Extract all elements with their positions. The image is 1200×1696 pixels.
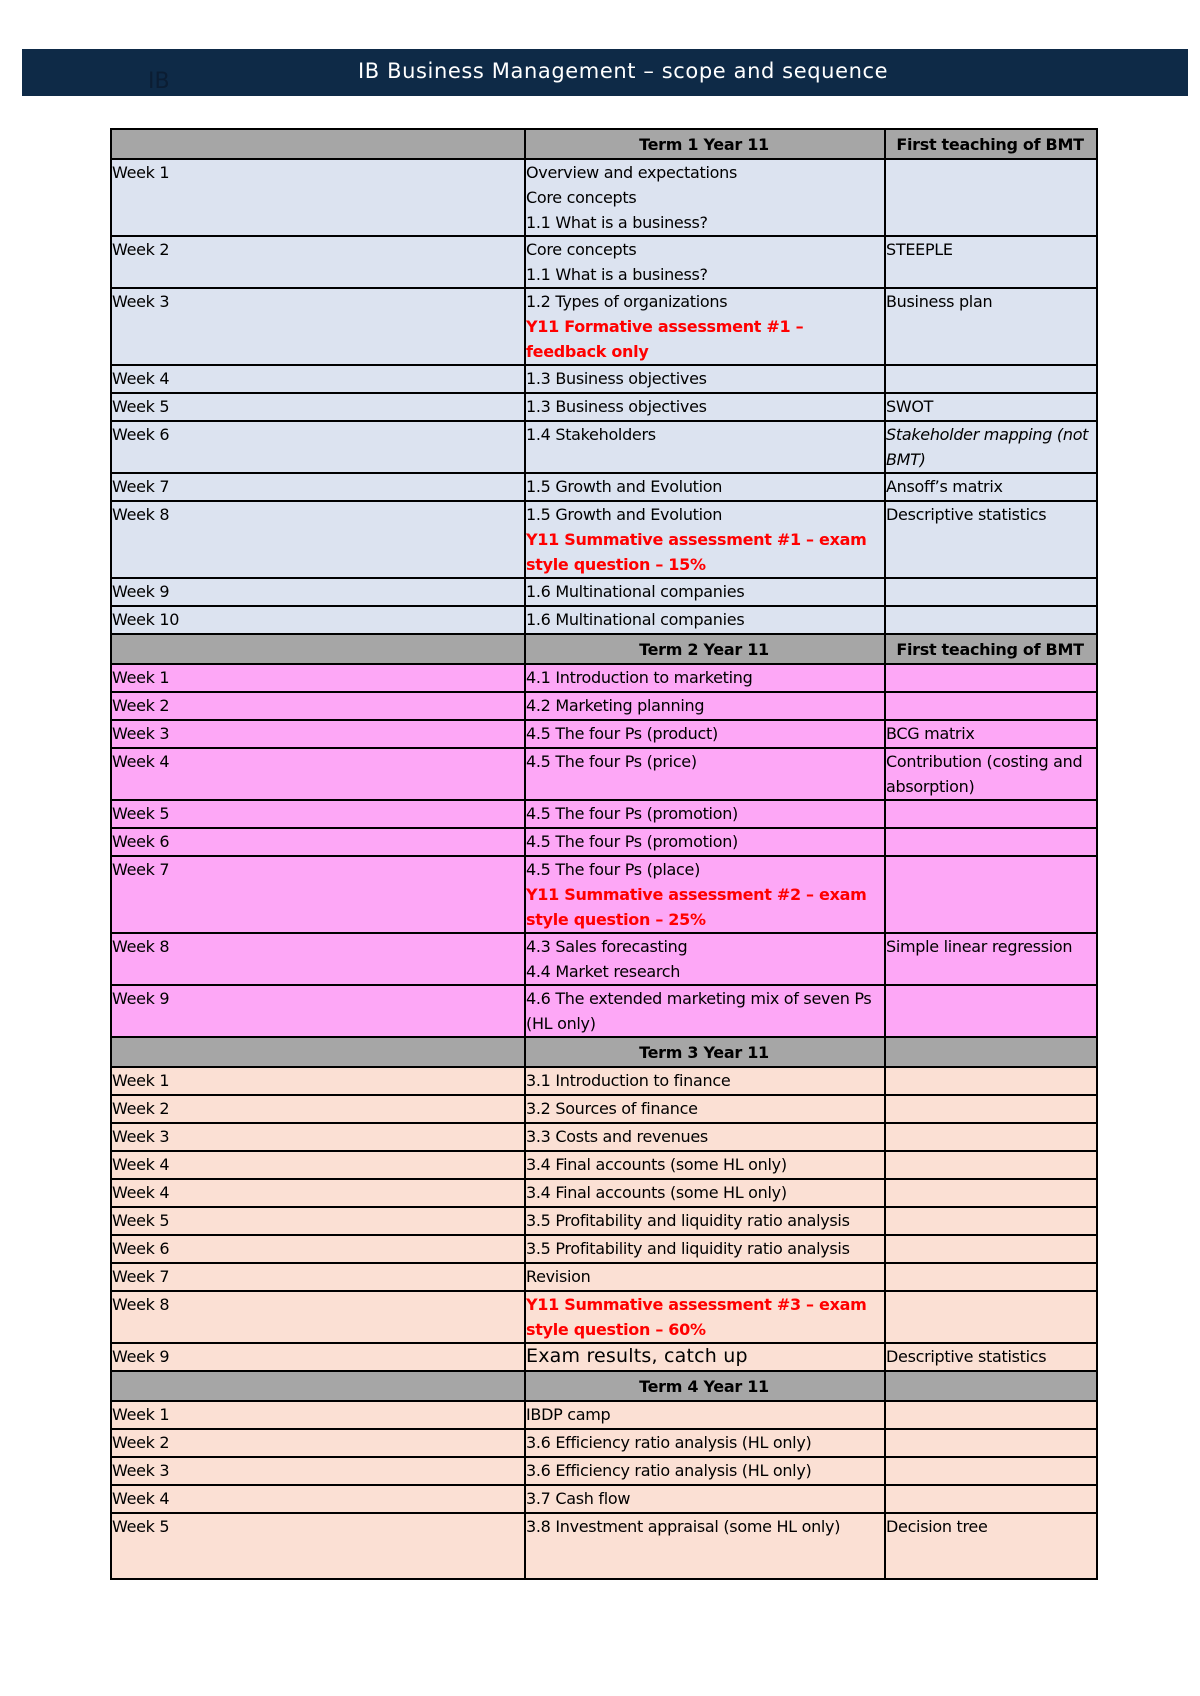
week-cell: Week 8 xyxy=(111,933,525,985)
bmt-cell xyxy=(885,236,1097,288)
assessment-note: Y11 Summative assessment #2 – exam style question – 25% xyxy=(526,885,867,929)
week-cell: Week 7 xyxy=(111,1263,525,1291)
bmt-tool: Descriptive statistics xyxy=(886,505,1047,524)
week-row xyxy=(111,578,1097,606)
week-cell: Week 8 xyxy=(111,501,525,578)
week-row xyxy=(111,1513,1097,1579)
week-row xyxy=(111,720,1097,748)
topic-line: 1.5 Growth and Evolution xyxy=(526,477,723,496)
bmt-cell xyxy=(885,933,1097,985)
topic-line: 3.6 Efficiency ratio analysis (HL only) xyxy=(526,1461,812,1480)
bmt-column-header: First teaching of BMT xyxy=(885,129,1097,159)
topic-cell xyxy=(525,1123,885,1151)
week-row xyxy=(111,1235,1097,1263)
topic-line: 4.1 Introduction to marketing xyxy=(526,668,753,687)
week-cell: Week 10 xyxy=(111,606,525,634)
topic-cell xyxy=(525,933,885,985)
term-title: Term 4 Year 11 xyxy=(525,1371,885,1401)
week-row xyxy=(111,664,1097,692)
topic-line: 4.5 The four Ps (promotion) xyxy=(526,804,738,823)
bmt-cell xyxy=(885,578,1097,606)
bmt-tool: BCG matrix xyxy=(886,724,975,743)
term-title: Term 2 Year 11 xyxy=(525,634,885,664)
topic-line: 4.5 The four Ps (price) xyxy=(526,752,697,771)
scope-sequence-table xyxy=(110,128,1098,1580)
topic-cell xyxy=(525,473,885,501)
week-cell: Week 9 xyxy=(111,1343,525,1371)
topic-line: 1.5 Growth and Evolution xyxy=(526,505,723,524)
bmt-tool: Decision tree xyxy=(886,1517,988,1536)
bmt-tool: Descriptive statistics xyxy=(886,1347,1047,1366)
topic-cell xyxy=(525,1513,885,1579)
assessment-note: Y11 Summative assessment #3 – exam style question – 60% xyxy=(526,1295,867,1339)
week-cell: Week 8 xyxy=(111,1291,525,1343)
topic-cell xyxy=(525,1263,885,1291)
bmt-tool: Business plan xyxy=(886,292,993,311)
topic-line: IBDP camp xyxy=(526,1405,611,1424)
topic-line: Core concepts xyxy=(526,240,637,259)
bmt-cell xyxy=(885,288,1097,365)
bmt-cell xyxy=(885,800,1097,828)
topic-line: 4.5 The four Ps (promotion) xyxy=(526,832,738,851)
week-cell: Week 2 xyxy=(111,692,525,720)
topic-cell xyxy=(525,828,885,856)
week-cell: Week 9 xyxy=(111,985,525,1037)
term-header-blank xyxy=(111,129,525,159)
week-cell: Week 2 xyxy=(111,236,525,288)
bmt-cell xyxy=(885,1207,1097,1235)
topic-cell xyxy=(525,501,885,578)
topic-line: 1.3 Business objectives xyxy=(526,397,707,416)
topic-cell xyxy=(525,288,885,365)
topic-line: 1.3 Business objectives xyxy=(526,369,707,388)
week-row xyxy=(111,1263,1097,1291)
topic-line: Core concepts xyxy=(526,188,637,207)
topic-line: 1.6 Multinational companies xyxy=(526,610,745,629)
topic-line: 4.6 The extended marketing mix of seven Ps (HL only) xyxy=(526,989,872,1033)
week-cell: Week 5 xyxy=(111,800,525,828)
week-cell: Week 7 xyxy=(111,856,525,933)
bmt-cell xyxy=(885,365,1097,393)
week-cell: Week 6 xyxy=(111,1235,525,1263)
topic-line: 1.4 Stakeholders xyxy=(526,425,656,444)
bmt-cell xyxy=(885,1123,1097,1151)
week-cell: Week 4 xyxy=(111,748,525,800)
bmt-cell xyxy=(885,393,1097,421)
topic-line: 3.5 Profitability and liquidity ratio analysis xyxy=(526,1211,850,1230)
topic-line: 1.1 What is a business? xyxy=(526,213,708,232)
week-cell: Week 3 xyxy=(111,1457,525,1485)
topic-line: 3.6 Efficiency ratio analysis (HL only) xyxy=(526,1433,812,1452)
week-row xyxy=(111,985,1097,1037)
topic-cell xyxy=(525,856,885,933)
bmt-tool: SWOT xyxy=(886,397,934,416)
week-cell: Week 4 xyxy=(111,365,525,393)
assessment-note: Y11 Formative assessment #1 – feedback only xyxy=(526,317,804,361)
topic-cell xyxy=(525,985,885,1037)
week-cell: Week 7 xyxy=(111,473,525,501)
week-row xyxy=(111,236,1097,288)
week-row xyxy=(111,1485,1097,1513)
term-header-row xyxy=(111,634,1097,664)
term-title: Term 3 Year 11 xyxy=(525,1037,885,1067)
week-row xyxy=(111,933,1097,985)
bmt-tool: Ansoff’s matrix xyxy=(886,477,1003,496)
topic-cell xyxy=(525,1291,885,1343)
week-cell: Week 6 xyxy=(111,828,525,856)
week-row xyxy=(111,365,1097,393)
bmt-cell xyxy=(885,1343,1097,1371)
topic-cell xyxy=(525,578,885,606)
topic-line: 3.4 Final accounts (some HL only) xyxy=(526,1155,787,1174)
bmt-cell xyxy=(885,1401,1097,1429)
bmt-cell xyxy=(885,606,1097,634)
term-header-blank xyxy=(111,634,525,664)
topic-line: 4.5 The four Ps (product) xyxy=(526,724,718,743)
bmt-cell xyxy=(885,159,1097,236)
bmt-cell xyxy=(885,985,1097,1037)
topic-cell xyxy=(525,692,885,720)
topic-line: 3.5 Profitability and liquidity ratio analysis xyxy=(526,1239,850,1258)
topic-line: Overview and expectations xyxy=(526,163,737,182)
week-cell: Week 3 xyxy=(111,288,525,365)
topic-cell xyxy=(525,159,885,236)
week-row xyxy=(111,800,1097,828)
bmt-cell xyxy=(885,664,1097,692)
week-row xyxy=(111,1343,1097,1371)
bmt-cell xyxy=(885,1513,1097,1579)
week-cell: Week 5 xyxy=(111,1207,525,1235)
topic-cell xyxy=(525,1429,885,1457)
week-row xyxy=(111,748,1097,800)
week-row xyxy=(111,1151,1097,1179)
bmt-cell xyxy=(885,501,1097,578)
bmt-cell xyxy=(885,1179,1097,1207)
week-cell: Week 6 xyxy=(111,421,525,473)
week-cell: Week 2 xyxy=(111,1429,525,1457)
topic-line: Revision xyxy=(526,1267,591,1286)
week-row xyxy=(111,1401,1097,1429)
term-header-blank xyxy=(111,1037,525,1067)
week-row xyxy=(111,1095,1097,1123)
week-row xyxy=(111,828,1097,856)
topic-cell xyxy=(525,421,885,473)
bmt-cell xyxy=(885,473,1097,501)
week-cell: Week 1 xyxy=(111,1401,525,1429)
bmt-cell xyxy=(885,692,1097,720)
bmt-tool: Stakeholder mapping (not BMT) xyxy=(886,425,1089,469)
topic-cell xyxy=(525,1067,885,1095)
bmt-tool: Contribution (costing and absorption) xyxy=(886,752,1083,796)
bmt-cell xyxy=(885,748,1097,800)
week-row xyxy=(111,1207,1097,1235)
week-row xyxy=(111,159,1097,236)
week-row xyxy=(111,1291,1097,1343)
topic-cell xyxy=(525,1343,885,1371)
week-cell: Week 4 xyxy=(111,1485,525,1513)
bmt-cell xyxy=(885,856,1097,933)
assessment-note: Y11 Summative assessment #1 – exam style question – 15% xyxy=(526,530,867,574)
topic-cell xyxy=(525,236,885,288)
page-title: IB Business Management – scope and sequence xyxy=(358,59,889,83)
week-row xyxy=(111,473,1097,501)
topic-cell xyxy=(525,1179,885,1207)
week-row xyxy=(111,1429,1097,1457)
week-row xyxy=(111,1067,1097,1095)
bmt-cell xyxy=(885,1263,1097,1291)
bmt-column-header: First teaching of BMT xyxy=(885,634,1097,664)
week-row xyxy=(111,1123,1097,1151)
topic-cell xyxy=(525,748,885,800)
week-cell: Week 2 xyxy=(111,1095,525,1123)
week-row xyxy=(111,1179,1097,1207)
week-row xyxy=(111,421,1097,473)
week-row xyxy=(111,1457,1097,1485)
term-title: Term 1 Year 11 xyxy=(525,129,885,159)
topic-line: 3.4 Final accounts (some HL only) xyxy=(526,1183,787,1202)
topic-cell xyxy=(525,720,885,748)
topic-cell xyxy=(525,1457,885,1485)
topic-cell xyxy=(525,1151,885,1179)
topic-cell xyxy=(525,606,885,634)
week-cell: Week 1 xyxy=(111,159,525,236)
topic-line: 3.1 Introduction to finance xyxy=(526,1071,731,1090)
week-cell: Week 1 xyxy=(111,664,525,692)
topic-line: 4.2 Marketing planning xyxy=(526,696,705,715)
week-cell: Week 3 xyxy=(111,1123,525,1151)
topic-cell xyxy=(525,1207,885,1235)
topic-line: 1.6 Multinational companies xyxy=(526,582,745,601)
topic-line: 3.2 Sources of finance xyxy=(526,1099,698,1118)
topic-line: 4.5 The four Ps (place) xyxy=(526,860,701,879)
topic-line: 3.8 Investment appraisal (some HL only) xyxy=(526,1517,841,1536)
week-cell: Week 9 xyxy=(111,578,525,606)
header-banner xyxy=(22,49,1188,96)
bmt-cell xyxy=(885,421,1097,473)
term-header-row xyxy=(111,1037,1097,1067)
bmt-column-header xyxy=(885,1037,1097,1067)
topic-cell xyxy=(525,1485,885,1513)
topic-cell xyxy=(525,365,885,393)
bmt-column-header xyxy=(885,1371,1097,1401)
topic-cell xyxy=(525,1095,885,1123)
term-header-blank xyxy=(111,1371,525,1401)
week-row xyxy=(111,606,1097,634)
week-cell: Week 3 xyxy=(111,720,525,748)
bmt-cell xyxy=(885,1429,1097,1457)
topic-line: 4.4 Market research xyxy=(526,962,681,981)
topic-cell xyxy=(525,1235,885,1263)
bmt-cell xyxy=(885,1095,1097,1123)
week-row xyxy=(111,501,1097,578)
bmt-cell xyxy=(885,1457,1097,1485)
week-row xyxy=(111,393,1097,421)
bmt-cell xyxy=(885,1291,1097,1343)
week-cell: Week 5 xyxy=(111,393,525,421)
bmt-cell xyxy=(885,720,1097,748)
week-row xyxy=(111,856,1097,933)
bmt-cell xyxy=(885,828,1097,856)
topic-line: 4.3 Sales forecasting xyxy=(526,937,688,956)
topic-line: 3.3 Costs and revenues xyxy=(526,1127,708,1146)
topic-line: Exam results, catch up xyxy=(526,1345,748,1367)
topic-cell xyxy=(525,393,885,421)
week-row xyxy=(111,692,1097,720)
topic-cell xyxy=(525,1401,885,1429)
topic-line: 1.1 What is a business? xyxy=(526,265,708,284)
bmt-tool: Simple linear regression xyxy=(886,937,1073,956)
topic-line: 1.2 Types of organizations xyxy=(526,292,728,311)
term-header-row xyxy=(111,1371,1097,1401)
bmt-cell xyxy=(885,1235,1097,1263)
bmt-cell xyxy=(885,1485,1097,1513)
week-row xyxy=(111,288,1097,365)
week-cell: Week 4 xyxy=(111,1179,525,1207)
topic-line: 3.7 Cash flow xyxy=(526,1489,631,1508)
bmt-cell xyxy=(885,1067,1097,1095)
bmt-cell xyxy=(885,1151,1097,1179)
topic-cell xyxy=(525,664,885,692)
topic-cell xyxy=(525,800,885,828)
term-header-row xyxy=(111,129,1097,159)
week-cell: Week 5 xyxy=(111,1513,525,1579)
bmt-tool: STEEPLE xyxy=(886,240,953,259)
ib-logo: IB xyxy=(148,69,170,94)
week-cell: Week 4 xyxy=(111,1151,525,1179)
week-cell: Week 1 xyxy=(111,1067,525,1095)
